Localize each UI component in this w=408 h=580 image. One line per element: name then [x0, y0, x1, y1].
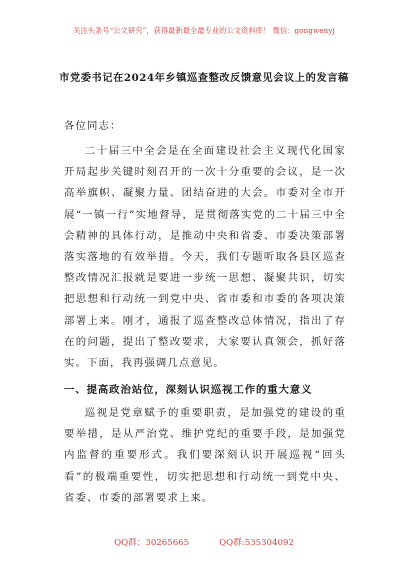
header-promo-banner: 关注头条号“公文研究”，获得最新最全最专业的公文资料库！ 微信：gongwenyj — [73, 26, 335, 35]
body-paragraph-2: 巡视是党章赋予的重要职责，是加强党的建设的重要举措，是从严治党、维护党纪的重要手段，是加强党内监督的重要形式。我们要深刻认识开展巡视“回头看”的极端重要性，切实把思想和行动统一到党中央、省委、市委的部署要求上来。 — [64, 407, 346, 504]
salutation: 各位同志： — [64, 120, 122, 132]
section-heading-1: 一、提高政治站位，深刻认识巡视工作的重大意义 — [64, 384, 313, 396]
footer-contact-banner — [0, 536, 408, 548]
document-title: 市党委书记在2024年乡镇巡查整改反馈意见会议上的发言稿 — [59, 72, 349, 84]
footer-qq-group-1: QQ群：30265665 — [114, 538, 190, 548]
body-paragraph-1: 二十届三中全会是在全面建设社会主义现代化国家开局起步关键时刻召开的一次十分重要的会议，是一次高举旗帜、凝聚力量、团结奋进的大会。市委对全市开展“一镇一行”实地督导，是贯彻落实党的二十届三中全会精神的具体行动，是推动中央和省委、市委决策部署落实落地的有效举措。今天，我们专题听取各县区巡查整改情况汇报就是要进一步统一思想、凝聚共识，切实把思想和行动统一到党中央、省市委和市委的各项决策部署上来。刚才，通报了巡查整改总体情况，指出了存在的问题，提出了整改要求，大家要认真领会，抓好落实。下面，我再强调几点意见。 — [64, 145, 346, 370]
footer-qq-group-2: QQ群:535304092 — [219, 538, 294, 548]
